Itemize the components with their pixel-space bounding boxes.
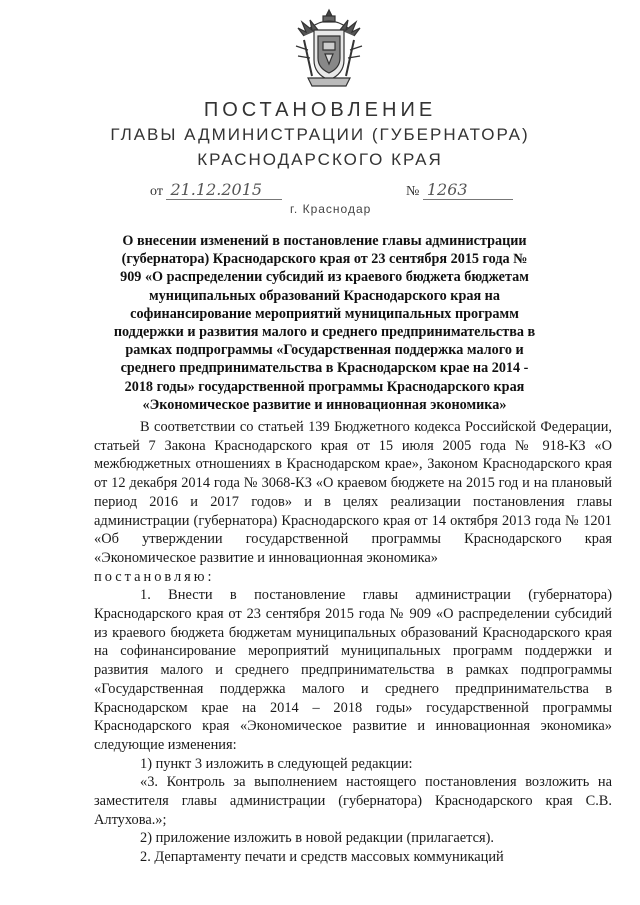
date-value: 21.12.2015 bbox=[166, 180, 282, 200]
region-heading: КРАСНОДАРСКОГО КРАЯ bbox=[197, 150, 443, 169]
number-line bbox=[406, 180, 513, 200]
issuer-heading: ГЛАВЫ АДМИНИСТРАЦИИ (ГУБЕРНАТОРА) bbox=[110, 125, 530, 144]
document-type-heading: ПОСТАНОВЛЕНИЕ bbox=[203, 99, 437, 121]
decree-word: постановляю: bbox=[94, 568, 215, 585]
number-value: 1263 bbox=[423, 180, 513, 200]
quoted-paragraph: «3. Контроль за выполнением настоящего постановления возложить на заместителя главы администрации (губернатора) Краснодарского края С.В. Алтухова.»; bbox=[94, 774, 612, 828]
city-label: г. Краснодар bbox=[290, 202, 372, 216]
document-body bbox=[94, 418, 612, 867]
date-line bbox=[150, 180, 282, 200]
number-prefix: № bbox=[406, 184, 420, 199]
item-1-paragraph: 1. Внести в постановление главы администрации (губернатора) Краснодарского края от 23 сентября 2015 года № 909 «О распределении субсидий из краевого бюджета бюджетам муниципальных образований Краснодарского края на софинансирование мероприятий муниципальных программ поддержки и развития малого и среднего предпринимательства в рамках подпрограммы «Государственная поддержка малого и среднего предпринимательства в Краснодарском крае на 2014 – 2018 годы» государственной программы Краснодарского края «Экономическое развитие и инновационная экономика» следующие изменения: bbox=[94, 587, 612, 753]
document-title: О внесении изменений в постановление главы администрации (губернатора) Краснодарского края от 23 сентября 2015 года № 909 «О распределении субсидий из краевого бюджета бюджетам муниципальных образований Краснодарского края на софинансирование мероприятий муниципальных программ поддержки и развития малого и среднего предпринимательства в рамках подпрограммы «Государственная поддержка малого и среднего предпринимательства в Краснодарском крае на 2014 - 2018 годы» государственной программы Краснодарского края «Экономическое развитие и инновационная экономика» bbox=[113, 233, 536, 413]
item-2-paragraph: 2. Департаменту печати и средств массовых коммуникаций bbox=[140, 849, 504, 866]
date-prefix: от bbox=[150, 184, 163, 199]
subitem-1-paragraph: 1) пункт 3 изложить в следующей редакции: bbox=[140, 755, 413, 772]
subitem-2-paragraph: 2) приложение изложить в новой редакции (прилагается). bbox=[140, 830, 494, 847]
preamble-paragraph: В соответствии со статьей 139 Бюджетного кодекса Российской Федерации, статьей 7 Закона Краснодарского края от 15 июля 2005 года № 918-КЗ «О межбюджетных отношениях в Краснодарском крае», Законом Краснодарского края от 12 декабря 2014 года № 3068-КЗ «О краевом бюджете на 2015 год и на плановый период 2016 и 2017 годов» и в целях реализации постановления главы администрации (губернатора) Краснодарского края от 14 октября 2013 года № 1201 «Об утверждении государственной программы Краснодарского края «Экономическое развитие и инновационная экономика» bbox=[94, 419, 612, 566]
coat-of-arms-icon bbox=[290, 6, 368, 90]
